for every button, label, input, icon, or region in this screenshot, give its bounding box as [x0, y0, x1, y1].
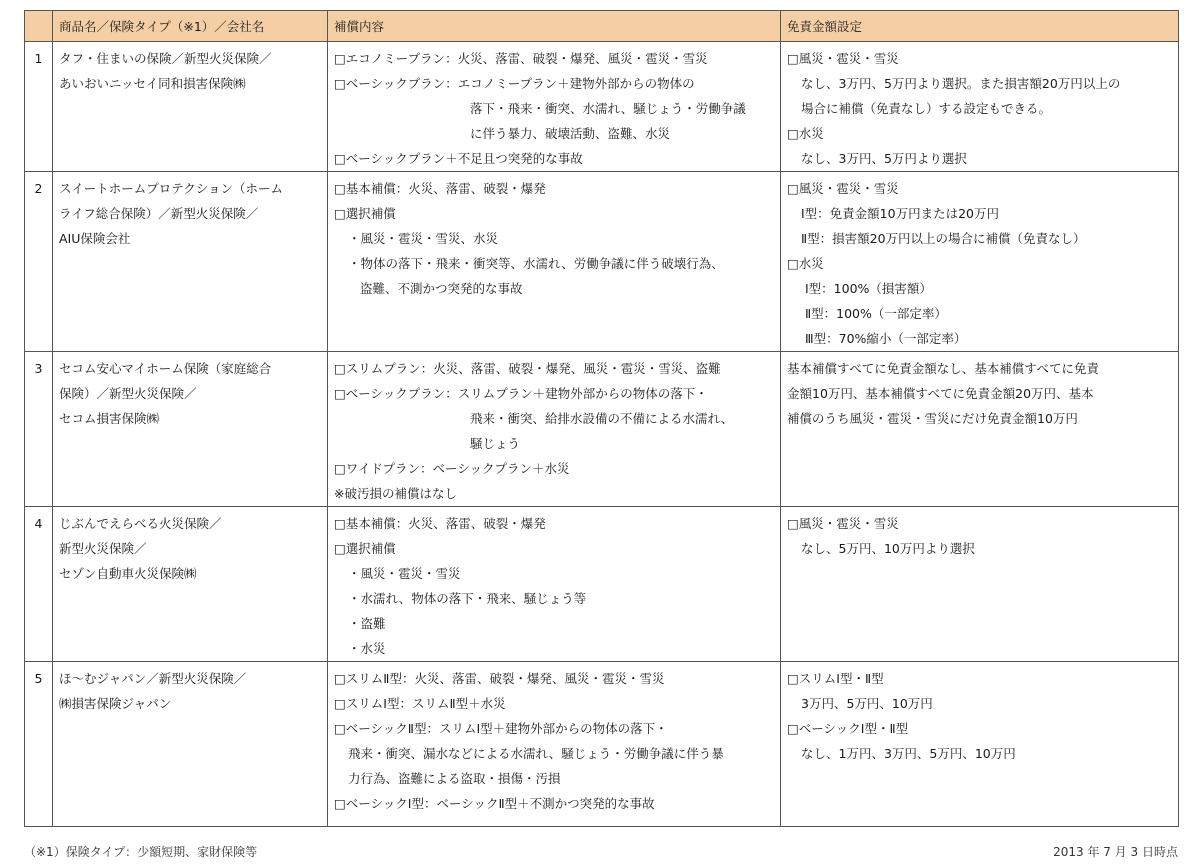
- table-row: [25, 662, 1179, 827]
- row-number: 4: [25, 507, 53, 662]
- coverage-line: □ベーシックプラン：スリムプラン＋建物外部からの物体の落下・: [334, 386, 708, 401]
- coverage-line: 飛来・衝突、漏水などによる水濡れ、騒じょう・労働争議に伴う暴: [348, 746, 724, 761]
- product-name-line: セゾン自動車火災保険㈱: [59, 566, 197, 581]
- coverage-cell: [328, 172, 781, 352]
- row-number: 2: [25, 172, 53, 352]
- header-coverage: 補償内容: [328, 11, 781, 42]
- coverage-line: □ワイドプラン：ベーシックプラン＋水災: [334, 461, 570, 476]
- row-number: 3: [25, 352, 53, 507]
- deductible-cell: [781, 42, 1179, 172]
- coverage-line: ・盗難: [348, 616, 386, 631]
- coverage-cell: [328, 42, 781, 172]
- deductible-line: 場合に補償（免責なし）する設定もできる。: [801, 101, 1052, 116]
- product-name-cell: [53, 662, 328, 827]
- product-name-line: じぶんでえらべる火災保険／: [59, 516, 222, 531]
- coverage-cell: [328, 352, 781, 507]
- deductible-line: 3万円、5万円、10万円: [801, 696, 933, 711]
- deductible-line: なし、5万円、10万円より選択: [801, 541, 975, 556]
- product-name-line: タフ・住まいの保険／新型火災保険／: [59, 51, 272, 66]
- coverage-line: □スリムⅡ型：火災、落雷、破裂・爆発、風災・雹災・雪災: [334, 671, 665, 686]
- table-row: [25, 42, 1179, 172]
- coverage-cell: [328, 662, 781, 827]
- deductible-line: □ベーシックⅠ型・Ⅱ型: [787, 721, 909, 736]
- coverage-line: ※破汚損の補償はなし: [334, 486, 457, 501]
- deductible-line: なし、3万円、5万円より選択。また損害額20万円以上の: [801, 76, 1121, 91]
- table-row: [25, 507, 1179, 662]
- coverage-line: 盗難、不測かつ突発的な事故: [360, 281, 523, 296]
- product-name-line: あいおいニッセイ同和損害保険㈱: [59, 76, 246, 91]
- deductible-cell: [781, 172, 1179, 352]
- product-name-line: セコム損害保険㈱: [59, 411, 160, 426]
- as-of-date: 2013 年 7 月 3 日時点: [1053, 845, 1178, 859]
- product-name-line: 新型火災保険／: [59, 541, 147, 556]
- deductible-line: Ⅱ型：損害額20万円以上の場合に補償（免責なし）: [801, 231, 1086, 246]
- product-name-line: スイートホームプロテクション（ホーム: [59, 181, 284, 196]
- product-name-line: 保険）／新型火災保険／: [59, 386, 197, 401]
- coverage-line: □選択補償: [334, 541, 396, 556]
- deductible-line: なし、1万円、3万円、5万円、10万円: [801, 746, 1016, 761]
- coverage-line: □ベーシックプラン：エコノミープラン＋建物外部からの物体の: [334, 76, 695, 91]
- table-header-row: [25, 11, 1179, 42]
- coverage-line: ・水災: [348, 641, 386, 656]
- coverage-line: 騒じょう: [470, 436, 521, 451]
- deductible-cell: [781, 352, 1179, 507]
- header-no: [25, 11, 53, 42]
- table-row: [25, 172, 1179, 352]
- coverage-line: □ベーシックプラン＋不足且つ突発的な事故: [334, 151, 583, 166]
- row-number: 5: [25, 662, 53, 827]
- table-row: [25, 352, 1179, 507]
- deductible-cell: [781, 507, 1179, 662]
- coverage-line: □スリムプラン：火災、落雷、破裂・爆発、風災・雹災・雪災、盗難: [334, 361, 721, 376]
- deductible-line: □風災・雹災・雪災: [787, 51, 899, 66]
- deductible-line: □水災: [787, 126, 824, 141]
- product-name-cell: [53, 172, 328, 352]
- coverage-line: □エコノミープラン：火災、落雷、破裂・爆発、風災・雹災・雪災: [334, 51, 708, 66]
- product-name-cell: [53, 42, 328, 172]
- coverage-line: 飛来・衝突、給排水設備の不備による水濡れ、: [470, 411, 734, 426]
- coverage-line: ・風災・雹災・雪災、水災: [348, 231, 499, 246]
- row-number: 1: [25, 42, 53, 172]
- coverage-line: □ベーシックⅡ型：スリムⅠ型＋建物外部からの物体の落下・: [334, 721, 668, 736]
- coverage-cell: [328, 507, 781, 662]
- deductible-line: Ⅰ型：100%（損害額）: [805, 281, 932, 296]
- product-name-line: セコム安心マイホーム保険（家庭総合: [59, 361, 272, 376]
- deductible-line: □水災: [787, 256, 824, 271]
- product-name-cell: [53, 352, 328, 507]
- insurance-comparison-table-container: [24, 10, 1178, 827]
- coverage-line: □スリムⅠ型：スリムⅡ型＋水災: [334, 696, 506, 711]
- coverage-line: ・風災・雹災・雪災: [348, 566, 461, 581]
- deductible-line: Ⅰ型：免責金額10万円または20万円: [801, 206, 999, 221]
- product-name-line: AIU保険会社: [59, 231, 131, 246]
- deductible-line: Ⅱ型：100%（一部定率）: [805, 306, 947, 321]
- product-name-line: ほ～むジャパン／新型火災保険／: [59, 671, 247, 686]
- deductible-line: 基本補償すべてに免責金額なし、基本補償すべてに免責: [787, 361, 1100, 376]
- deductible-line: □風災・雹災・雪災: [787, 181, 899, 196]
- coverage-line: に伴う暴力、破壊活動、盗難、水災: [470, 126, 671, 141]
- deductible-line: □スリムⅠ型・Ⅱ型: [787, 671, 884, 686]
- header-deductible: 免責金額設定: [781, 11, 1179, 42]
- product-name-line: ㈱損害保険ジャパン: [59, 696, 172, 711]
- coverage-line: 落下・飛来・衝突、水濡れ、騒じょう・労働争議: [470, 101, 746, 116]
- product-name-cell: [53, 507, 328, 662]
- footnote: （※1）保険タイプ：少額短期、家財保険等: [24, 845, 258, 859]
- deductible-line: 補償のうち風災・雹災・雪災にだけ免責金額10万円: [787, 411, 1078, 426]
- deductible-line: Ⅲ型：70%縮小（一部定率）: [805, 331, 967, 346]
- coverage-line: □ベーシックⅠ型：ベーシックⅡ型＋不測かつ突発的な事故: [334, 796, 655, 811]
- coverage-line: ・物体の落下・飛来・衝突等、水濡れ、労働争議に伴う破壊行為、: [348, 256, 724, 271]
- coverage-line: □選択補償: [334, 206, 396, 221]
- insurance-comparison-table: [24, 10, 1179, 827]
- coverage-line: 力行為、盗難による盗取・損傷・汚損: [348, 771, 561, 786]
- deductible-line: 金額10万円、基本補償すべてに免責金額20万円、基本: [787, 386, 1094, 401]
- coverage-line: □基本補償：火災、落雷、破裂・爆発: [334, 516, 546, 531]
- deductible-cell: [781, 662, 1179, 827]
- deductible-line: □風災・雹災・雪災: [787, 516, 899, 531]
- deductible-line: なし、3万円、5万円より選択: [801, 151, 967, 166]
- product-name-line: ライフ総合保険）／新型火災保険／: [59, 206, 259, 221]
- coverage-line: □基本補償：火災、落雷、破裂・爆発: [334, 181, 546, 196]
- coverage-line: ・水濡れ、物体の落下・飛来、騒じょう等: [348, 591, 587, 606]
- header-product-name: 商品名／保険タイプ（※1）／会社名: [53, 11, 328, 42]
